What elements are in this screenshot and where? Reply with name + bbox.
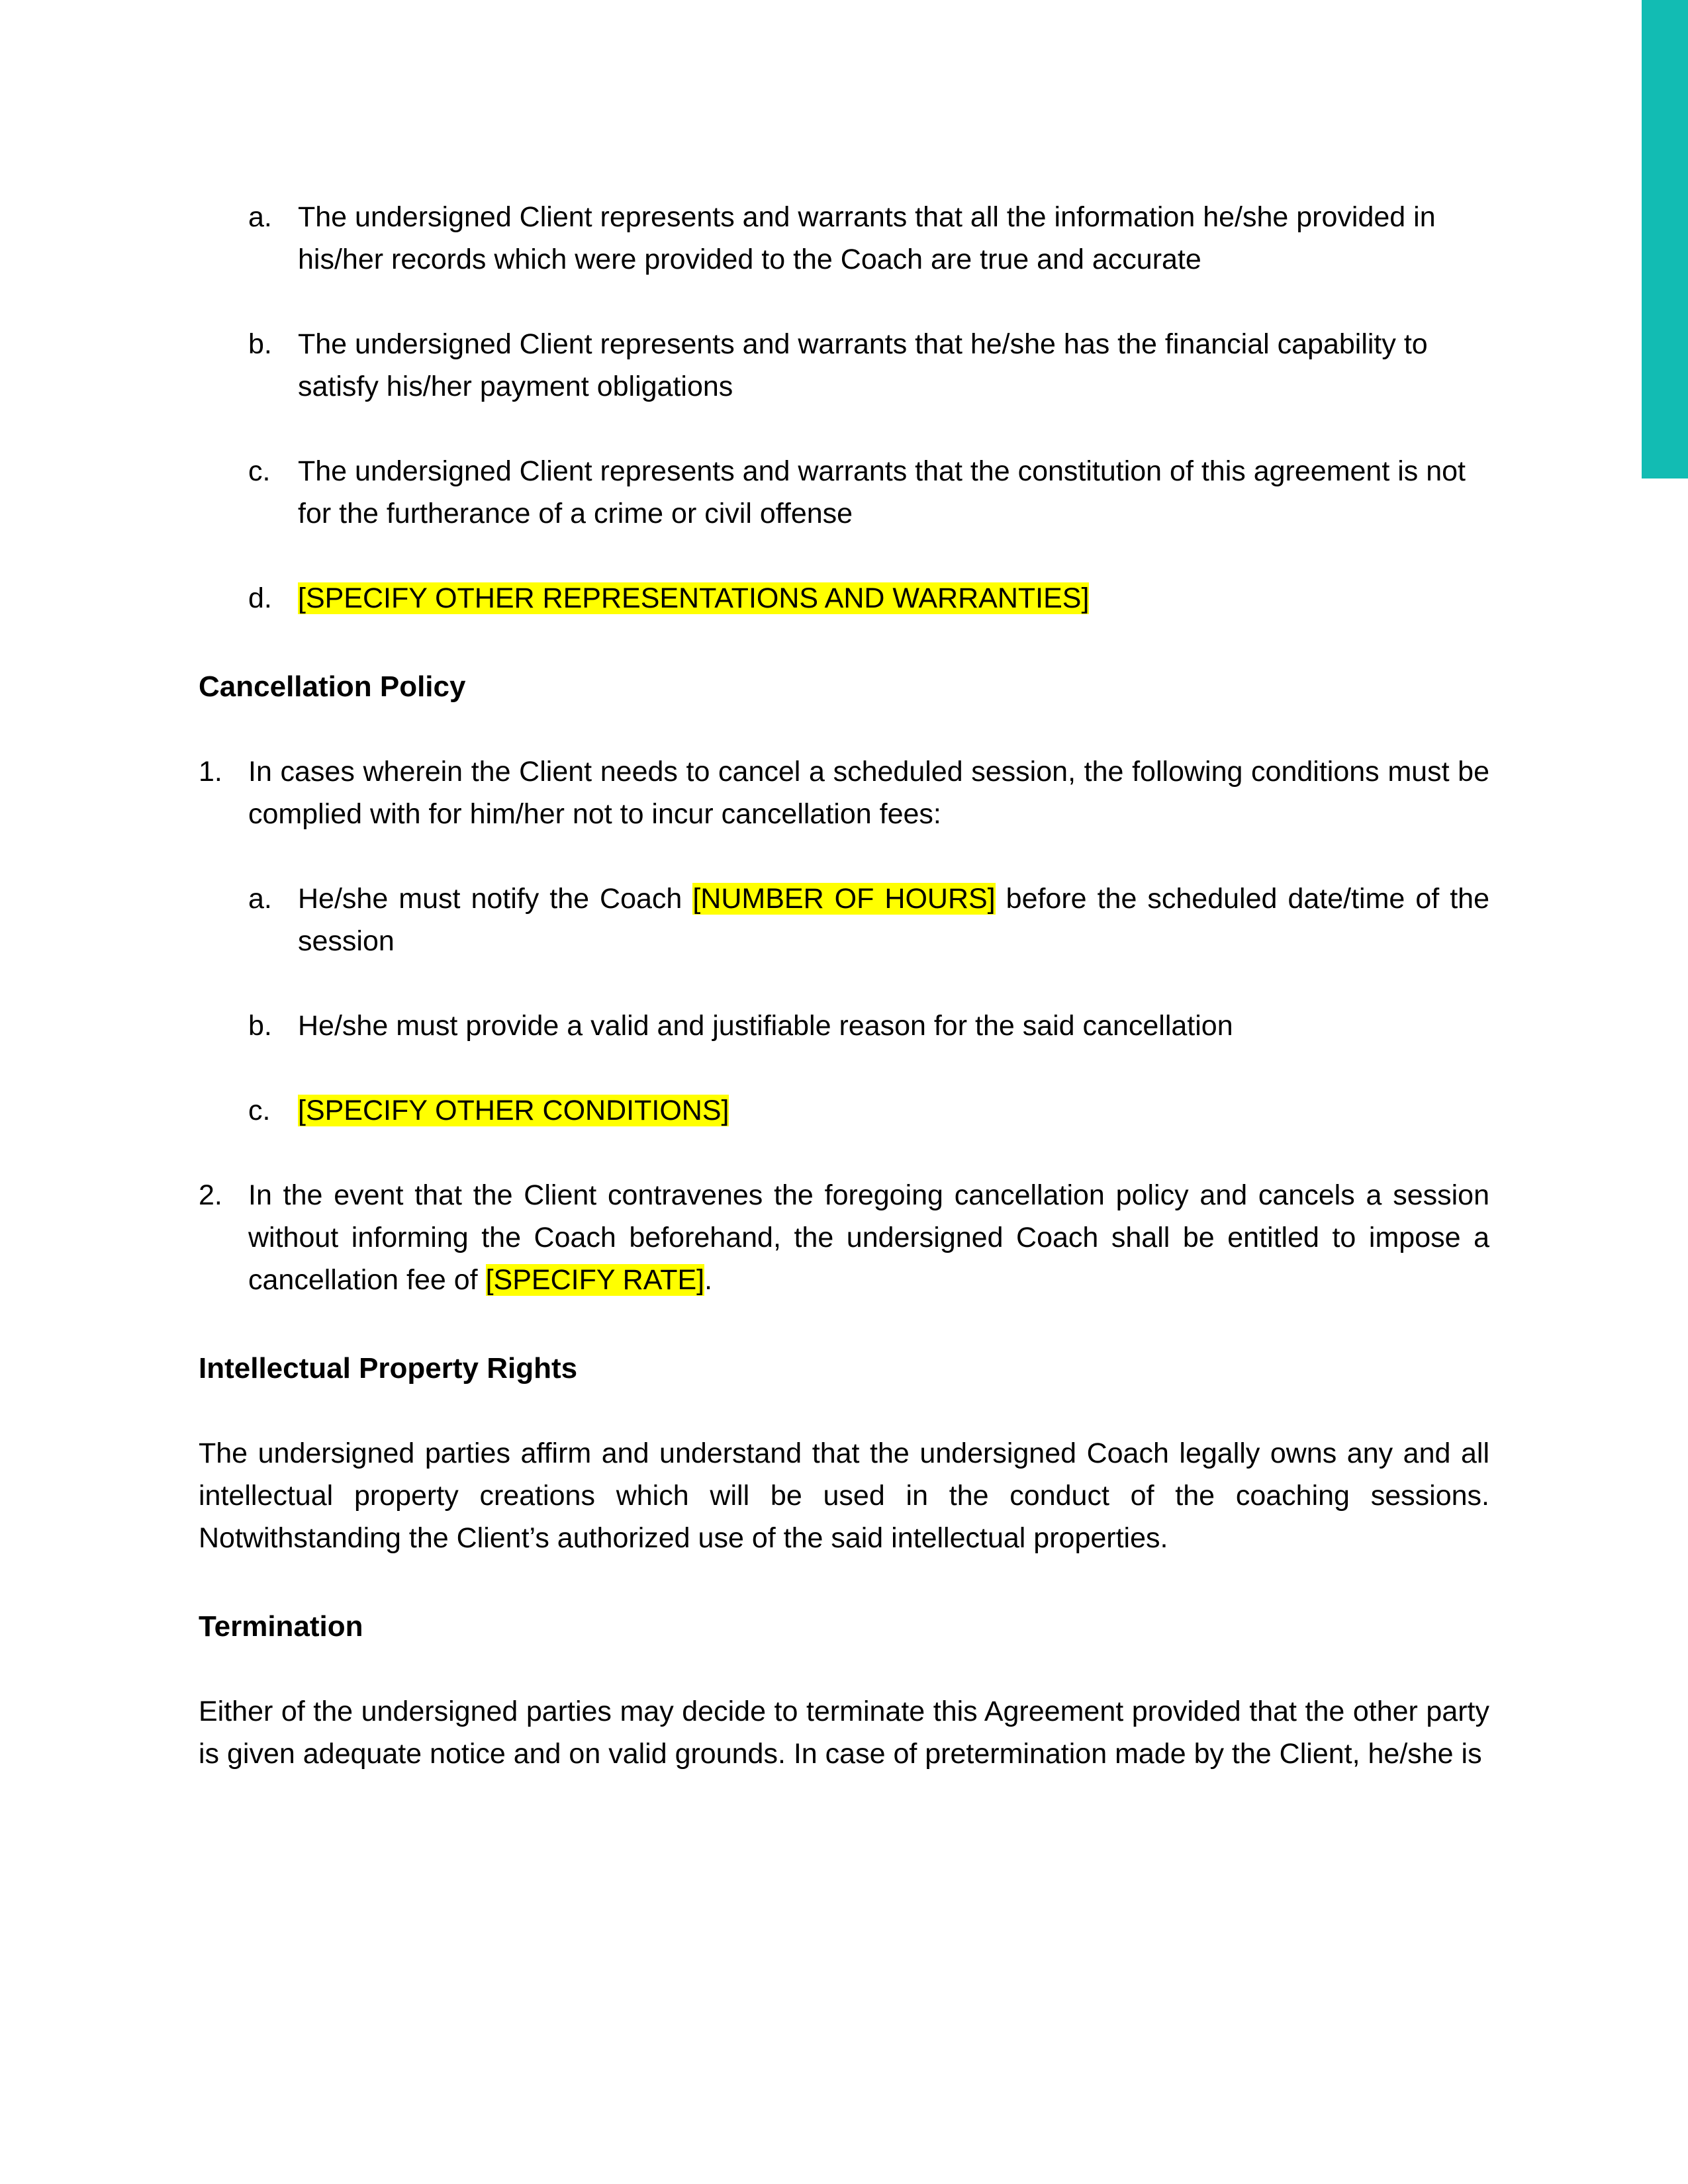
cancellation-item-1 bbox=[199, 751, 1489, 835]
condition-item-a bbox=[248, 878, 1489, 962]
list-marker: b. bbox=[248, 328, 272, 360]
condition-text: He/she must provide a valid and justifiable reason for the said cancellation bbox=[298, 1010, 1233, 1042]
warranty-item-c bbox=[248, 450, 1489, 535]
warranty-item-a bbox=[248, 196, 1489, 281]
placeholder-highlight: [SPECIFY RATE] bbox=[485, 1264, 705, 1296]
cancellation-text: In cases wherein the Client needs to cancel a scheduled session, the following conditions must be complied with for him/her not to incur cancellation fees: bbox=[248, 756, 1489, 830]
warranty-text: The undersigned Client represents and warrants that he/she has the financial capability to satisfy his/her payment obligations bbox=[298, 328, 1428, 402]
list-marker: c. bbox=[248, 1095, 271, 1126]
condition-item-c bbox=[248, 1089, 1489, 1132]
warranty-text: The undersigned Client represents and warrants that all the information he/she provided in his/her records which were provided to the Coach are true and accurate bbox=[298, 201, 1436, 275]
section-heading-termination: Termination bbox=[199, 1610, 363, 1643]
section-heading-ip-rights: Intellectual Property Rights bbox=[199, 1352, 578, 1385]
condition-text-after: before the scheduled date/time of the session bbox=[298, 883, 1489, 957]
condition-text-before: He/she must notify the Coach bbox=[298, 883, 693, 915]
placeholder-highlight: [NUMBER OF HOURS] bbox=[692, 883, 996, 915]
cancellation-text-after: . bbox=[704, 1264, 713, 1296]
document-page bbox=[199, 196, 1489, 1817]
ip-rights-paragraph: The undersigned parties affirm and understand that the undersigned Coach legally owns any and all intellectual property creations which will be used in the conduct of the coaching sessions. Notwithstanding the Client’s authorized use of the said intellectual properties. bbox=[199, 1437, 1489, 1554]
termination-paragraph: Either of the undersigned parties may decide to terminate this Agreement provided that the other party is given adequate notice and on valid grounds. In case of pretermination made by the Client, he/she is bbox=[199, 1696, 1489, 1770]
cancellation-item-2 bbox=[199, 1174, 1489, 1301]
warranty-text: The undersigned Client represents and warrants that the constitution of this agreement is not for the furtherance of a crime or civil offense bbox=[298, 455, 1466, 529]
accent-bar bbox=[1642, 0, 1688, 478]
list-marker: 2. bbox=[199, 1179, 222, 1211]
list-marker: 1. bbox=[199, 756, 222, 788]
section-heading-cancellation: Cancellation Policy bbox=[199, 670, 466, 703]
placeholder-highlight: [SPECIFY OTHER REPRESENTATIONS AND WARRANTIES] bbox=[298, 582, 1090, 614]
cancellation-text bbox=[248, 1174, 1489, 1301]
condition-item-b bbox=[248, 1005, 1489, 1047]
list-marker: a. bbox=[248, 201, 272, 233]
warranty-item-b bbox=[248, 323, 1489, 408]
placeholder-highlight: [SPECIFY OTHER CONDITIONS] bbox=[298, 1095, 729, 1126]
list-marker: d. bbox=[248, 582, 272, 614]
condition-text bbox=[298, 878, 1489, 962]
list-marker: b. bbox=[248, 1010, 272, 1042]
warranty-text bbox=[298, 577, 1489, 619]
list-marker: a. bbox=[248, 883, 272, 915]
cancellation-text-before: In the event that the Client contravenes the foregoing cancellation policy and cancels a session without informing the Coach beforehand, the undersigned Coach shall be entitled to impose a cancellation fee of bbox=[248, 1179, 1489, 1296]
list-marker: c. bbox=[248, 455, 271, 487]
warranty-item-d bbox=[248, 577, 1489, 619]
condition-text bbox=[298, 1089, 1489, 1132]
